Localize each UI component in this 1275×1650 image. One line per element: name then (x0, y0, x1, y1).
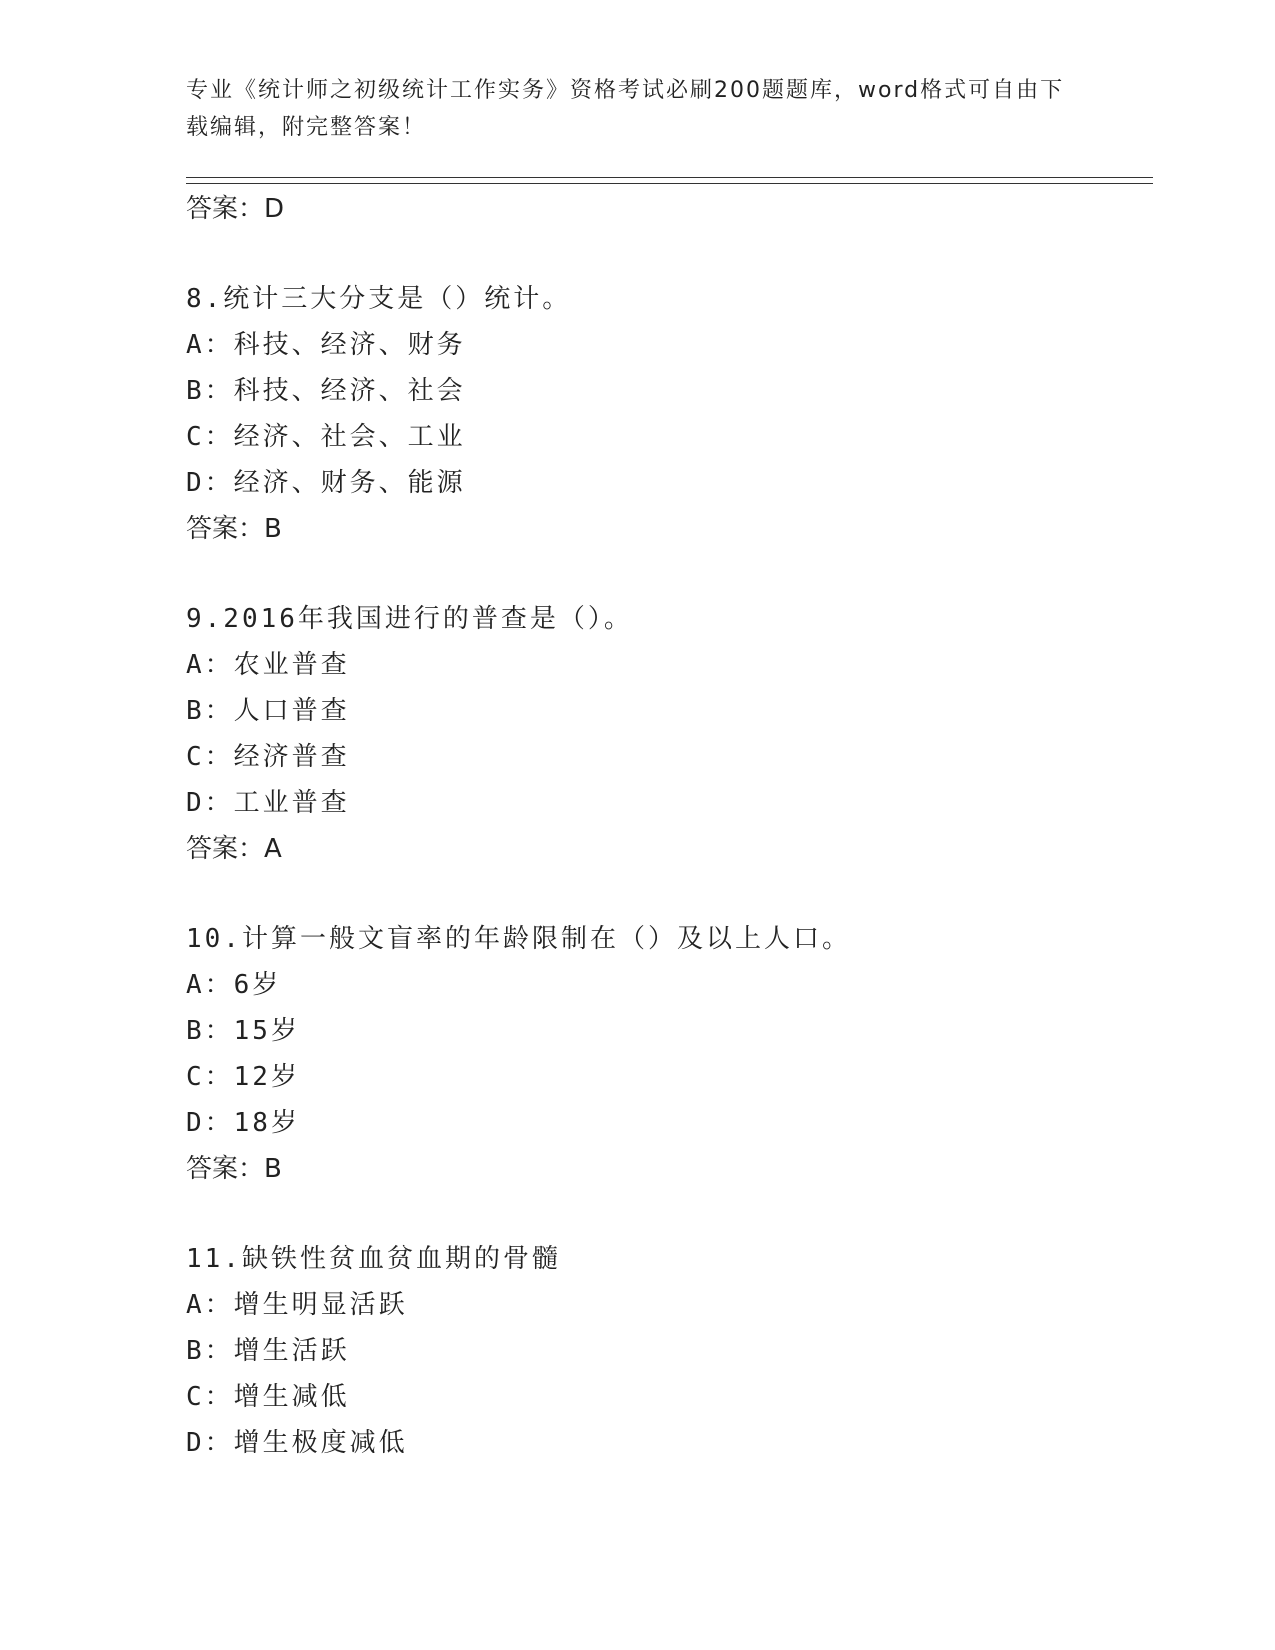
option-c: C：经济普查 (186, 742, 350, 772)
question-block (186, 916, 1146, 1192)
answer-line: 答案：B (186, 514, 282, 544)
option-d: D：经济、财务、能源 (186, 468, 466, 498)
question-block (186, 596, 1146, 872)
option-b: B：15岁 (186, 1016, 300, 1046)
header-divider-top (186, 177, 1153, 178)
option-b: B：人口普查 (186, 696, 350, 726)
question-block (186, 1236, 1146, 1466)
question-block (186, 276, 1146, 552)
option-a: A：6岁 (186, 970, 282, 1000)
option-d: D：18岁 (186, 1108, 300, 1138)
option-a: A：科技、经济、财务 (186, 330, 466, 360)
answer-line: 答案：D (186, 194, 285, 224)
document-header: 专业《统计师之初级统计工作实务》资格考试必刷200题题库，word格式可自由下载编辑，附完整答案！ (186, 78, 1065, 140)
answer-line: 答案：A (186, 834, 282, 864)
question-title: 8.统计三大分支是（）统计。 (186, 284, 572, 314)
option-d: D：增生极度减低 (186, 1428, 408, 1458)
option-a: A：农业普查 (186, 650, 350, 680)
question-title: 10.计算一般文盲率的年龄限制在（）及以上人口。 (186, 924, 851, 954)
option-c: C：12岁 (186, 1062, 300, 1092)
answer-line: 答案：B (186, 1154, 282, 1184)
question-title: 9.2016年我国进行的普查是（）。 (186, 604, 633, 634)
option-c: C：增生减低 (186, 1382, 350, 1412)
header-divider-bottom (186, 183, 1153, 184)
question-list (186, 186, 1146, 1466)
option-b: B：增生活跃 (186, 1336, 350, 1366)
option-a: A：增生明显活跃 (186, 1290, 408, 1320)
option-b: B：科技、经济、社会 (186, 376, 466, 406)
question-title: 11.缺铁性贫血贫血期的骨髓 (186, 1244, 561, 1274)
option-c: C：经济、社会、工业 (186, 422, 466, 452)
option-d: D：工业普查 (186, 788, 350, 818)
